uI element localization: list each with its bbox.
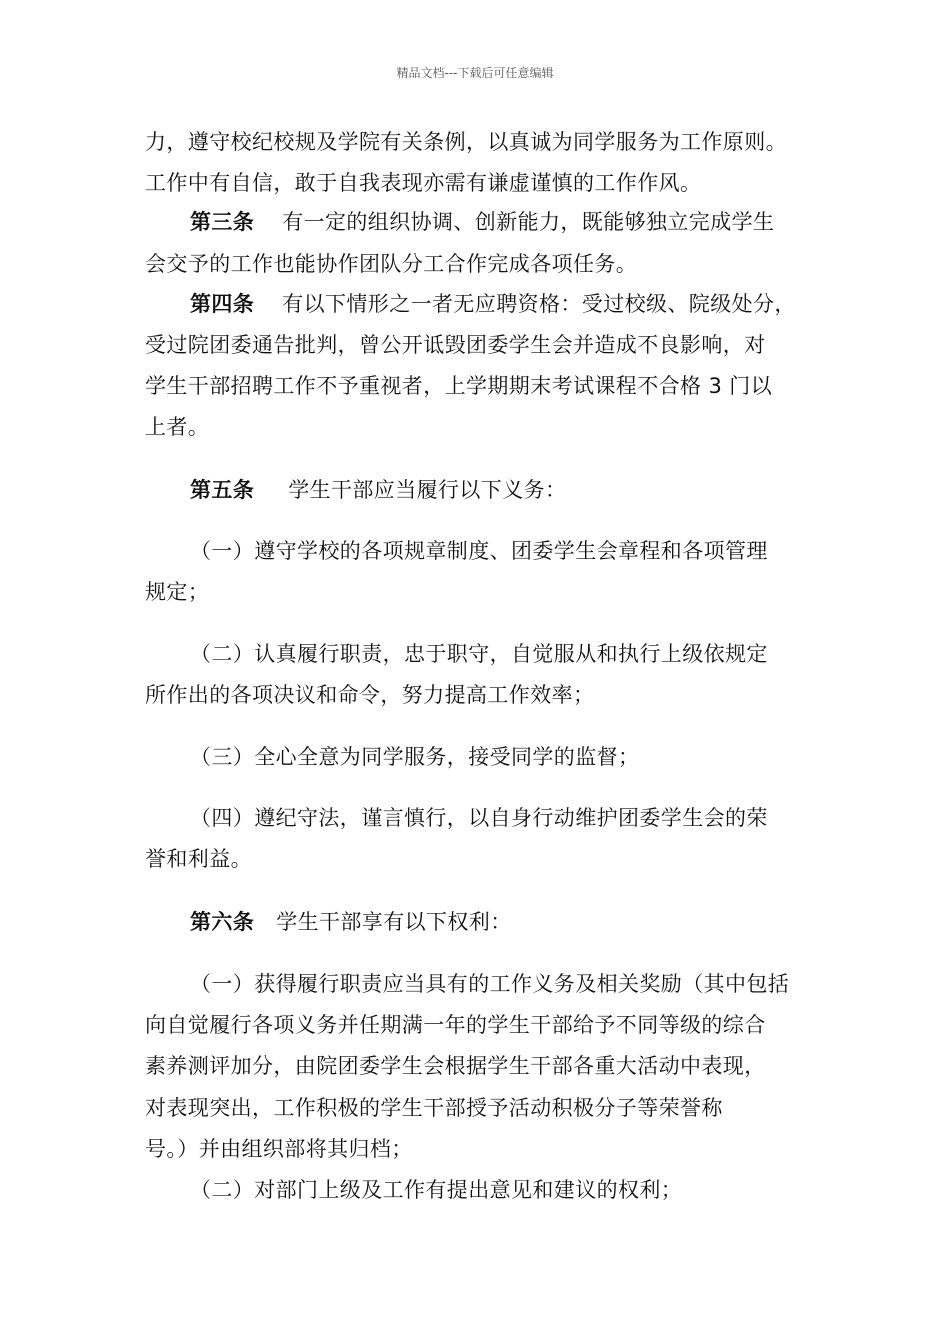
article-5-heading: 第五条 bbox=[190, 478, 255, 502]
text-line: 力，遵守校纪校规及学院有关条例，以真诚为同学服务为工作原则。 bbox=[145, 130, 787, 154]
page-header: 精品文档---下载后可任意编辑 bbox=[396, 66, 554, 80]
text-line: 向自觉履行各项义务并任期满一年的学生干部给予不同等级的综合 bbox=[145, 1013, 766, 1037]
text-line: 上者。 bbox=[145, 415, 210, 439]
text-line: 对表现突出，工作积极的学生干部授予活动积极分子等荣誉称 bbox=[145, 1096, 723, 1120]
text-line: 受过院团委通告批判，曾公开诋毁团委学生会并造成不良影响，对 bbox=[145, 333, 766, 357]
text-line: 规定； bbox=[145, 580, 210, 604]
article-5-line bbox=[190, 476, 566, 504]
text-line: （一）遵守学校的各项规章制度、团委学生会章程和各项管理 bbox=[190, 539, 768, 563]
text-line: 所作出的各项决议和命令，努力提高工作效率； bbox=[145, 683, 595, 707]
text-line: 有以下情形之一者无应聘资格：受过校级、院级处分， bbox=[282, 292, 796, 316]
text-line: （二）认真履行职责，忠于职守，自觉服从和执行上级依规定 bbox=[190, 642, 768, 666]
text-line: （四）遵纪守法，谨言慎行，以自身行动维护团委学生会的荣 bbox=[190, 806, 768, 830]
text-line: 有一定的组织协调、创新能力，既能够独立完成学生 bbox=[282, 210, 775, 234]
text-line: 会交予的工作也能协作团队分工合作完成各项任务。 bbox=[145, 252, 638, 276]
article-4-heading: 第四条 bbox=[190, 292, 255, 316]
text-line: 誉和利益。 bbox=[145, 847, 252, 871]
article-6-line bbox=[190, 908, 512, 936]
text-line: 号。）并由组织部将其归档； bbox=[145, 1137, 413, 1161]
text-line: 学生干部应当履行以下义务： bbox=[288, 478, 567, 502]
text-line: （一）获得履行职责应当具有的工作义务及相关奖励（其中包括 bbox=[190, 972, 790, 996]
text-line: 学生干部招聘工作不予重视者，上学期期末考试课程不合格 3 门以 bbox=[145, 374, 773, 398]
text-line: 素养测评加分，由院团委学生会根据学生干部各重大活动中表现， bbox=[145, 1054, 766, 1078]
text-line: （三）全心全意为同学服务，接受同学的监督； bbox=[190, 745, 640, 769]
article-6-heading: 第六条 bbox=[190, 910, 255, 934]
text-line: 学生干部享有以下权利： bbox=[276, 910, 512, 934]
text-line: 工作中有自信，敢于自我表现亦需有谦虚谨慎的工作作风。 bbox=[145, 171, 702, 195]
article-4-line bbox=[190, 290, 796, 318]
article-3-line bbox=[190, 208, 774, 236]
article-3-heading: 第三条 bbox=[190, 210, 255, 234]
text-line: （二）对部门上级及工作有提出意见和建议的权利； bbox=[190, 1178, 683, 1202]
